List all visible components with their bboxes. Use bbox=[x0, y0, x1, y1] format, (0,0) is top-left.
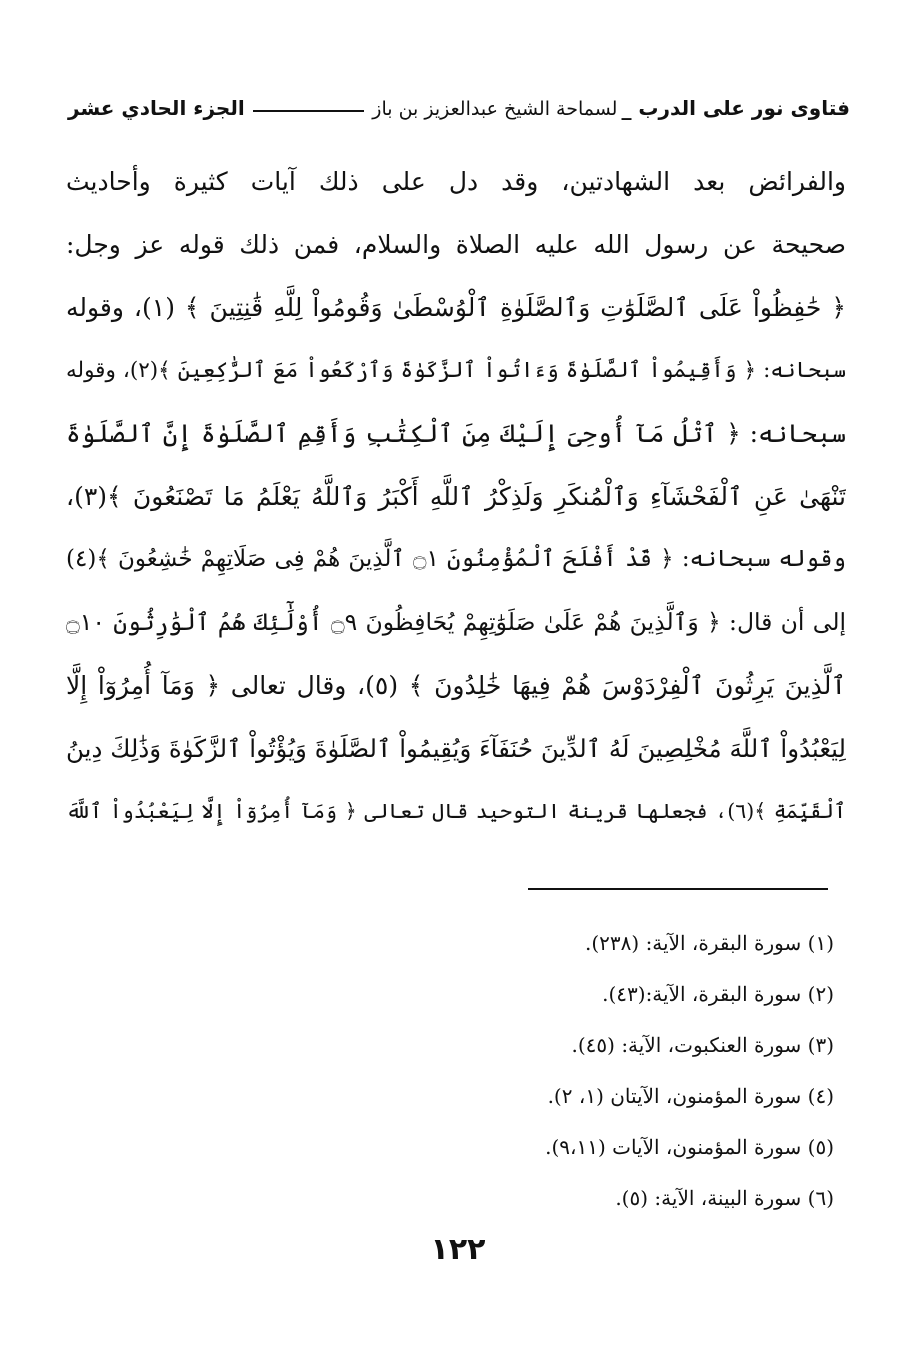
footnotes-list bbox=[200, 918, 834, 1224]
text-line: والفرائض بعد الشهادتين، وقد دل على ذلك آيات كثيرة وأحاديث bbox=[66, 167, 846, 196]
page-number: ١٢٢ bbox=[430, 1232, 486, 1267]
main-text bbox=[66, 150, 846, 843]
footnote: (٦) سورة البينة، الآية: (٥). bbox=[615, 1186, 834, 1210]
header-rule bbox=[253, 110, 365, 112]
text-line: ﴿ حَٰفِظُواْ عَلَى ٱلصَّلَوَٰتِ وَٱلصَّلَوٰةِ ٱلْوُسْطَىٰ وَقُومُواْ لِلَّهِ قَٰنِتِينَ ﴾ (١)، وقوله bbox=[66, 293, 846, 322]
footnote: (١) سورة البقرة، الآية: (٢٣٨). bbox=[585, 931, 834, 955]
header-author: لسماحة الشيخ عبدالعزيز بن باز bbox=[372, 98, 618, 120]
footnote: (٣) سورة العنكبوت، الآية: (٤٥). bbox=[571, 1033, 834, 1057]
text-line: تَنْهَىٰ عَنِ ٱلْفَحْشَآءِ وَٱلْمُنكَرِ وَلَذِكْرُ ٱللَّهِ أَكْبَرُ وَٱللَّهُ يَعْلَمُ مَا تَصْنَعُونَ ﴾(٣)، bbox=[66, 482, 846, 511]
text-line: صحيحة عن رسول الله عليه الصلاة والسلام، فمن ذلك قوله عز وجل: bbox=[66, 230, 846, 259]
text-line: سبحانه: ﴿ ٱتْلُ مَآ أُوحِىَ إِلَيْكَ مِنَ ٱلْكِتَٰبِ وَأَقِمِ ٱلصَّلَوٰةَ إِنَّ ٱلصَّلَوٰةَ bbox=[66, 419, 846, 448]
text-line: إلى أن قال: ﴿ وَٱلَّذِينَ هُمْ عَلَىٰ صَلَوَٰتِهِمْ يُحَافِظُونَ ۝٩ أُوْلَٰٓئِكَ هُمُ ٱلْوَٰرِثُونَ ۝١٠ bbox=[66, 608, 846, 636]
footnote: (٤) سورة المؤمنون، الآيتان (١، ٢). bbox=[547, 1084, 834, 1108]
header-volume: الجزء الحادي عشر bbox=[68, 96, 245, 120]
text-line: سبحانه: ﴿ وَأَقِيمُواْ ٱلصَّلَوٰةَ وَءَاتُواْ ٱلزَّكَوٰةَ وَٱرْكَعُواْ مَعَ ٱلرَّٰكِعِينَ ﴾(٢)، وقوله bbox=[66, 358, 846, 383]
text-line: وقوله سبحانه: ﴿ قَدْ أَفْلَحَ ٱلْمُؤْمِنُونَ ۝١ ٱلَّذِينَ هُمْ فِى صَلَاتِهِمْ خَٰشِعُونَ ﴾(٤) bbox=[66, 546, 846, 572]
footnote-separator bbox=[528, 888, 828, 890]
header-book-title: فتاوى نور على الدرب _ bbox=[621, 96, 850, 120]
text-line: ٱلْقَيِّمَةِ ﴾(٦)، فجعلها قرينة التوحيد قال تعالى ﴿ وَمَآ أُمِرُوٓاْ إِلَّا لِيَعْبُدُواْ ٱللَّهَ bbox=[66, 799, 846, 823]
footnote: (٥) سورة المؤمنون، الآيات (٩،١١). bbox=[545, 1135, 834, 1159]
text-line: ٱلَّذِينَ يَرِثُونَ ٱلْفِرْدَوْسَ هُمْ فِيهَا خَٰلِدُونَ ﴾ (٥)، وقال تعالى ﴿ وَمَآ أُمِرُوٓاْ إِلَّا bbox=[66, 671, 846, 700]
text-line: لِيَعْبُدُواْ ٱللَّهَ مُخْلِصِينَ لَهُ ٱلدِّينَ حُنَفَآءَ وَيُقِيمُواْ ٱلصَّلَوٰةَ وَيُؤْتُواْ ٱلزَّكَوٰةَ وَذَٰلِكَ دِينُ bbox=[66, 734, 846, 763]
footnote: (٢) سورة البقرة، الآية:(٤٣). bbox=[602, 982, 834, 1006]
running-header bbox=[68, 84, 850, 120]
